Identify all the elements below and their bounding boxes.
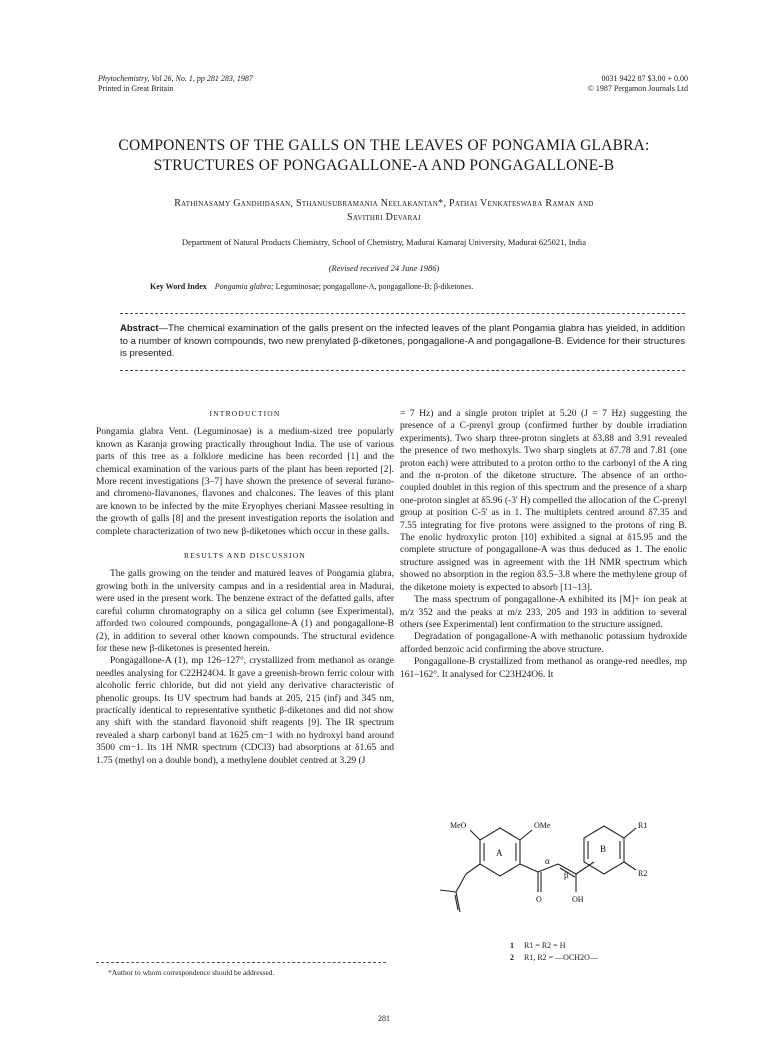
- alpha-label: α: [545, 856, 550, 866]
- nmr-paragraph: = 7 Hz) and a single proton triplet at 5.20 (J = 7 Hz) suggesting the presence of a C-prenyl group (confirmed further by double irradiation experiments). Two sharp three-proton singlets at δ3.88 and 3.91 revealed the presence of two methoxyls. Two sharp singlets at δ7.78 and 7.81 (one proton each) were attributed to a proton ortho to the carbonyl of the A ring and the α-proton of the diketone structure. The absence of an ortho-coupled doublet in this region of this spectrum and the presence of a sharp one-proton singlet at δ5.96 (-3' H) compelled the allocation of the C-prenyl group at position C-5' as in 1. The multiplets centred around δ7.35 and 7.55 integrating for five protons were assigned to the protons of ring B. The enolic hydroxylic proton [10] exhibited a signal at δ15.95 and the complete structure of pongagallone-A was thus deduced as 1. The enolic structure assigned was in agreement with the 1H NMR spectrum which showed no absorption in the region δ3.5–3.8 where the methylene group of the diketone moiety is expected to absorb [11–13].: [400, 409, 687, 593]
- paper-title: [60, 136, 708, 176]
- introduction-heading: INTRODUCTION: [209, 409, 281, 418]
- ome-label: OMe: [534, 821, 551, 830]
- results-heading: RESULTS AND DISCUSSION: [184, 551, 306, 561]
- ring-a-label: A: [496, 848, 503, 858]
- compound-legend: [510, 940, 598, 964]
- revised-date: (Revised received 24 June 1986): [328, 263, 440, 273]
- affiliation: Department of Natural Products Chemistry, School of Chemistry, Madurai Kamaraj University, Madurai 625021, India: [181, 237, 587, 247]
- page-number: 281: [378, 1014, 390, 1023]
- beta-label: β: [564, 870, 569, 880]
- hydroxyl-label: OH: [572, 895, 584, 904]
- authors-line-2: Savithri Devaraj: [347, 212, 421, 223]
- chemical-structure: [400, 800, 687, 930]
- compound-2-number: 2: [510, 953, 514, 962]
- price-code: 0031 9422 87 $3.00 + 0.00: [601, 74, 688, 83]
- results-paragraph-1: The galls growing on the tender and matured leaves of Pongamia glabra, growing both in the university campus and in a residential area in Madurai, were used in the present work. The benzene extract of the defatted galls, after careful column chromatography on a silica gel column (see Experimental), afforded two coloured compounds, pongagallone-A (1) and pongagallone-B (2), in addition to several other known compounds. The structural evidence for these new β-diketones is presented herein.: [96, 569, 394, 654]
- journal-line: Phytochemistry, Vol 26, No. 1, pp 281 283, 1987: [98, 74, 253, 83]
- compound-2-substituents: R1, R2 = —OCH2O—: [524, 953, 598, 962]
- title-line-1: COMPONENTS OF THE GALLS ON THE LEAVES OF PONGAMIA GLABRA:: [118, 137, 650, 154]
- journal-citation: [98, 74, 253, 94]
- title-line-2: STRUCTURES OF PONGAGALLONE-A AND PONGAGALLONE-B: [153, 157, 615, 174]
- compound-1-number: 1: [510, 941, 514, 950]
- meo-label: MeO: [450, 821, 467, 830]
- author-list: [90, 197, 678, 225]
- journal-code: [588, 74, 688, 94]
- pongagallone-b-paragraph: Pongagallone-B crystallized from methanol as orange-red needles, mp 161–162°. It analysed for C23H24O6. It: [400, 657, 687, 680]
- ring-b-label: B: [600, 844, 607, 854]
- introduction-paragraph: Pongamia glabra Vent. (Leguminosae) is a medium-sized tree popularly known as Karanja growing practically throughout India. The use of various parts of this tree as a folklore medicine has been recorded [1] and the chemical examination of the various parts of the plant has been reported [2]. More recent investigations [3–7] have shown the presence of several furano- and chromeno-flavanones, flavones and chalcones. The leaves of this plant are known to be infected by the mite Eryophyes cheriani Massee resulting in the growth of galls [8] and the present investigation reports the isolation and complete characterization of two new β-diketones which occur in these galls.: [96, 427, 394, 537]
- degradation-paragraph: Degradation of pongagallone-A with methanolic potassium hydroxide afforded benzoic acid confirming the above structure.: [400, 632, 687, 655]
- r1-label: R1: [638, 821, 648, 830]
- abstract-top-rule: [120, 313, 685, 314]
- abstract-text: —The chemical examination of the galls present on the infected leaves of the plant Pongamia glabra has yielded, in addition to a number of known compounds, two new prenylated β-diketones, pongagallone-A and pongagallone-B. Evidence for their structures is presented.: [120, 323, 685, 359]
- abstract-label: Abstract: [120, 323, 159, 334]
- legend-row-2: [510, 952, 598, 964]
- copyright: © 1987 Pergamon Journals Ltd: [587, 84, 688, 93]
- keyword-index: [150, 282, 670, 291]
- compound-1-substituents: R1 = R2 = H: [524, 941, 566, 950]
- left-column: [96, 408, 394, 767]
- mass-spectrum-paragraph: The mass spectrum of pongagallone-A exhibited its [M]+ ion peak at m/z 352 and the peaks at m/z 233, 205 and 193 in addition to several others (see Experimental) lent confirmation to the structure assigned.: [400, 595, 687, 630]
- keywords-species: Pongamia glabra;: [214, 282, 274, 291]
- footnote-rule: [96, 962, 386, 963]
- keywords-rest: Leguminosae; pongagallone-A, pongagallone-B; β-diketones.: [275, 282, 474, 291]
- authors-line-1: Rathinasamy Gandhidasan, Sthanusubramania Neelakantan*, Pathai Venkateswara Raman and: [174, 198, 594, 209]
- abstract: [120, 323, 685, 361]
- keywords-label: Key Word Index: [150, 282, 207, 291]
- printed-line: Printed in Great Britain: [98, 84, 174, 93]
- legend-row-1: [510, 940, 598, 952]
- right-column: [400, 408, 687, 681]
- results-paragraph-2: Pongagallone-A (1), mp 126–127°, crystallized from methanol as orange needles analysing for C22H24O4. It gave a greenish-brown ferric colour with alcoholic ferric chloride, but did not yield any derivative characteristic of phenolic groups. Its UV spectrum had bands at 205, 215 (inf) and 345 nm, practically identical to representative synthetic β-diketones and did not show any shift with the standard flavonoid shift reagents [9]. The IR spectrum revealed a sharp carbonyl band at 1625 cm−1 with no hydroxyl band around 3500 cm−1. Its 1H NMR spectrum (CDCl3) had absorptions at δ1.65 and 1.75 (methyl on a double bond), a methylene doublet centred at 3.29 (J: [96, 656, 394, 766]
- abstract-bottom-rule: [120, 370, 685, 371]
- r2-label: R2: [638, 869, 648, 878]
- footnote: *Author to whom correspondence should be addressed.: [108, 968, 275, 977]
- carbonyl-oxygen-label: O: [536, 895, 542, 904]
